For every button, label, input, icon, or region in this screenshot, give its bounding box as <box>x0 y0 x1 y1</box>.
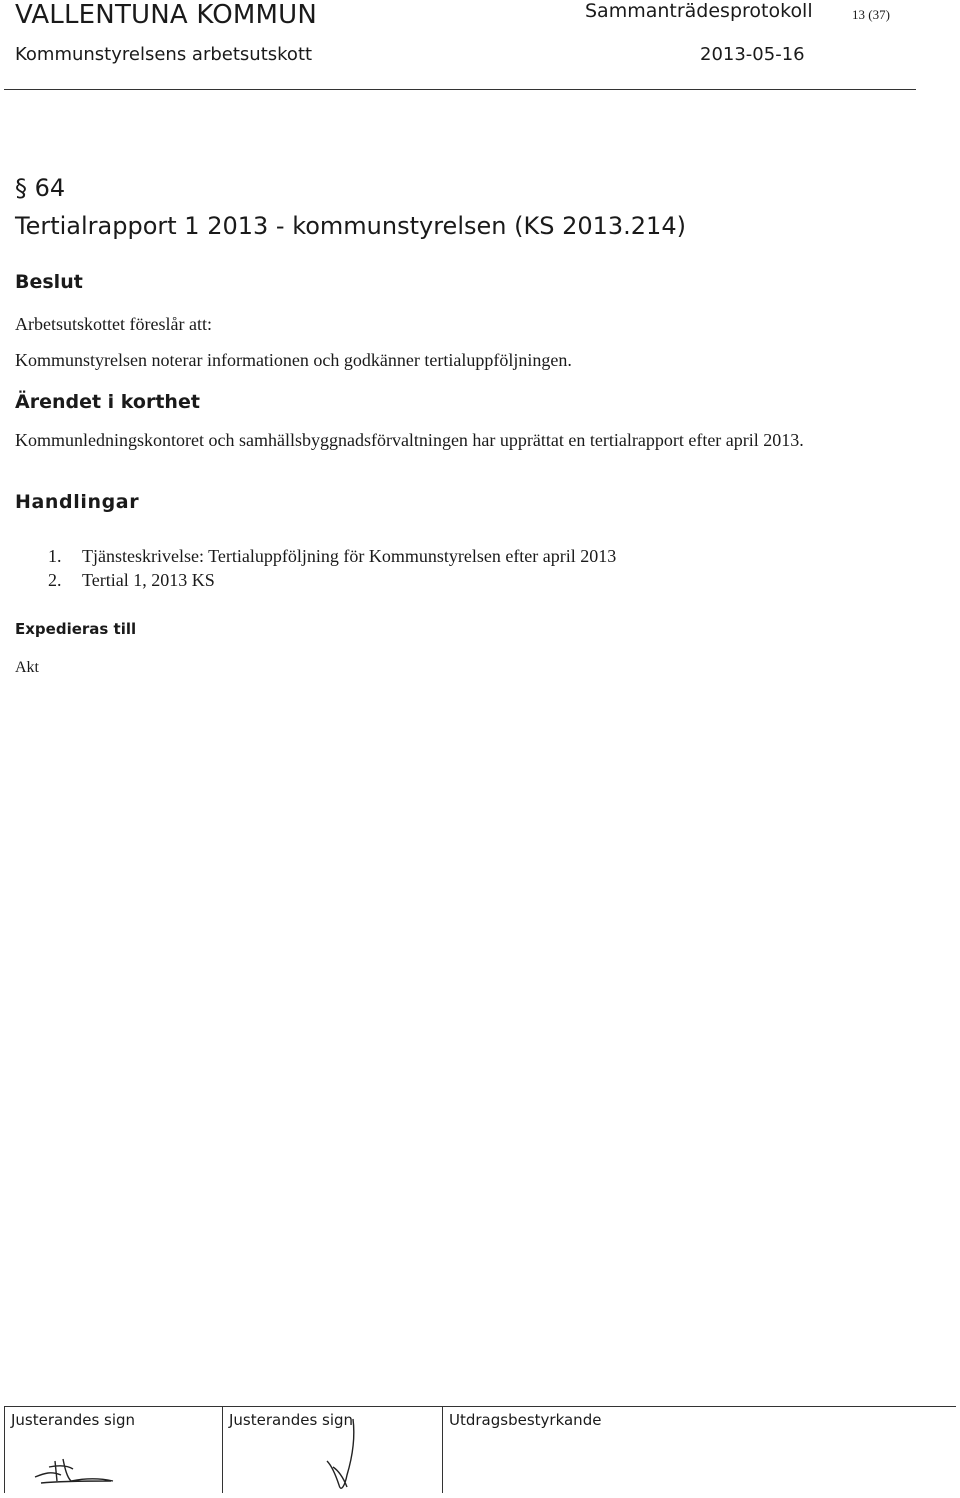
list-item <box>48 568 616 592</box>
list-item-text: Tjänsteskrivelse: Tertialuppföljning för Kommunstyrelsen efter april 2013 <box>82 546 617 566</box>
expedieras-recipient: Akt <box>15 659 39 676</box>
signature-mark-1 <box>31 1451 121 1487</box>
committee-name: Kommunstyrelsens arbetsutskott <box>15 44 313 65</box>
signature-cell-2 <box>222 1407 443 1493</box>
page-number: 13 (37) <box>852 7 890 22</box>
signature-label-1: Justerandes sign <box>11 1411 136 1429</box>
meeting-date: 2013-05-16 <box>700 44 805 65</box>
expedieras-heading: Expedieras till <box>15 620 137 638</box>
signature-label-3: Utdragsbestyrkande <box>449 1411 602 1429</box>
list-item <box>48 544 616 568</box>
arendet-heading: Ärendet i korthet <box>15 391 200 413</box>
case-title: Tertialrapport 1 2013 - kommunstyrelsen (KS 2013.214) <box>15 212 686 240</box>
beslut-decision: Kommunstyrelsen noterar informationen och godkänner tertialuppföljningen. <box>15 350 572 370</box>
document-type: Sammanträdesprotokoll <box>585 0 813 22</box>
beslut-intro: Arbetsutskottet föreslår att: <box>15 314 212 334</box>
signature-label-2: Justerandes sign <box>229 1411 354 1429</box>
list-item-number: 1. <box>48 546 62 566</box>
arendet-text: Kommunledningskontoret och samhällsbyggnadsförvaltningen har upprättat en tertialrapport efter april 2013. <box>15 430 804 450</box>
header-divider <box>4 89 916 90</box>
list-item-text: Tertial 1, 2013 KS <box>82 570 215 590</box>
paragraph-number: § 64 <box>15 174 66 202</box>
list-item-number: 2. <box>48 570 62 590</box>
signature-cell-1 <box>4 1407 223 1493</box>
signature-table <box>4 1406 956 1493</box>
documents-list <box>48 544 616 592</box>
handlingar-heading: Handlingar <box>15 491 140 513</box>
organization-name: VALLENTUNA KOMMUN <box>15 0 318 30</box>
signature-mark-2 <box>313 1415 373 1495</box>
beslut-heading: Beslut <box>15 271 83 293</box>
signature-cell-3 <box>442 1407 957 1493</box>
